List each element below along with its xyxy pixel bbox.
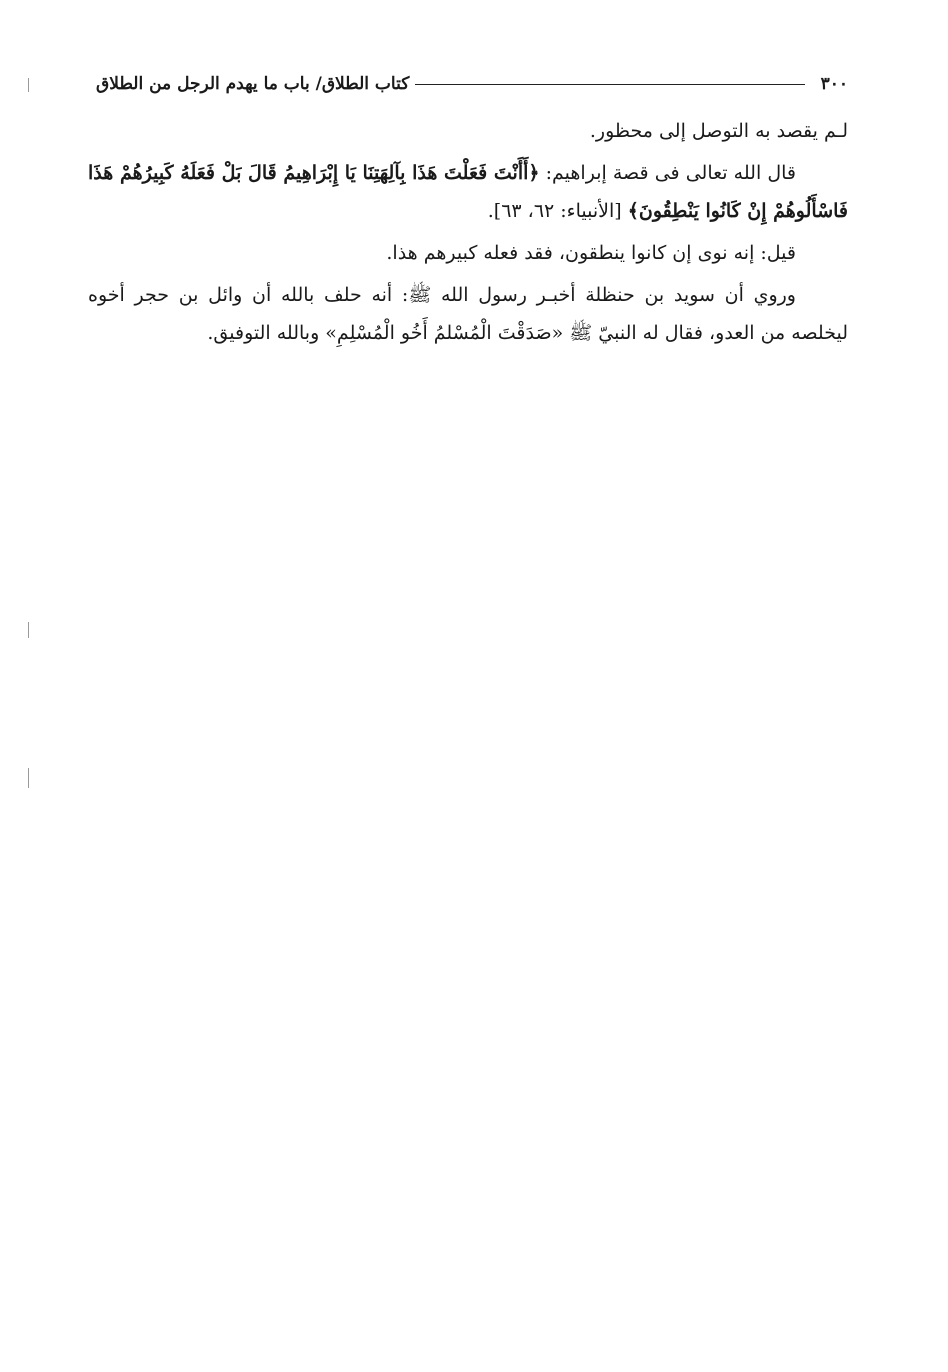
margin-mark	[28, 78, 29, 92]
margin-mark	[28, 768, 29, 788]
chapter-title: كتاب الطلاق/ باب ما يهدم الرجل من الطلاق	[96, 74, 410, 94]
margin-mark	[28, 622, 29, 638]
verse-reference: [الأنبياء: ٦٢، ٦٣].	[487, 200, 628, 222]
running-head	[96, 70, 848, 98]
paragraph-continuation: لـم يقصد به التوصل إلى محظور.	[589, 120, 848, 142]
page-number: ٣٠٠	[820, 74, 848, 94]
closing-text: وبالله التوفيق.	[207, 322, 326, 344]
paragraph-narration	[88, 276, 848, 352]
paragraph-commentary: قيل: إنه نوى إن كانوا ينطقون، فقد فعله كبيرهم هذا.	[386, 242, 796, 264]
header-rule	[415, 84, 804, 85]
hadith-quote: «صَدَقْتَ الْمُسْلمُ أَخُو الْمُسْلِمِ»	[325, 322, 564, 344]
page-body	[88, 112, 848, 356]
intro-text: قال الله تعالى فى قصة إبراهيم:	[539, 162, 796, 184]
narration-text: وروي أن سويد بن حنظلة أخبـر رسول الله ﷺ: أنه حلف بالله أن وائل بن حجر أخوه ليخلصه من العدو، فقال له النبيّ ﷺ	[88, 284, 848, 344]
quran-verse: ﴿أَأَنْتَ فَعَلْتَ هَذَا بِآلِهَتِنَا يَا إِبْرَاهِيمُ قَالَ بَلْ فَعَلَهُ كَبِيرُهُمْ هَذَا فَاسْأَلُوهُمْ إِنْ كَانُوا يَنْطِقُونَ﴾	[88, 162, 848, 222]
paragraph-quran-quote	[88, 154, 848, 230]
